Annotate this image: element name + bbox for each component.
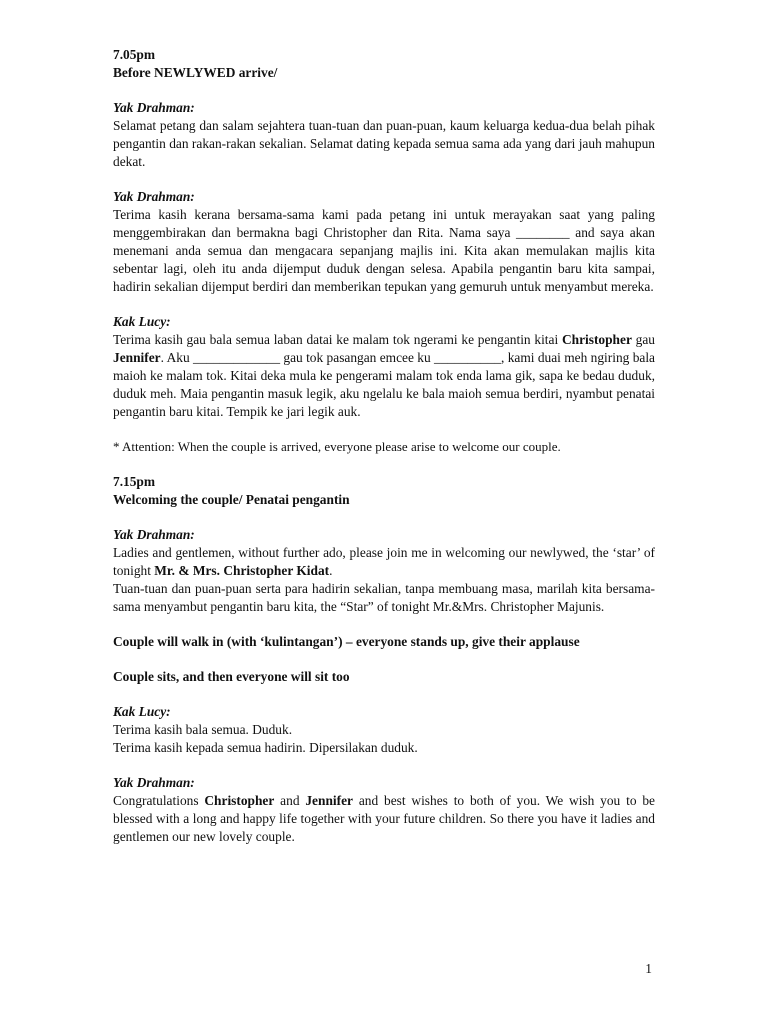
speech-paragraph: Selamat petang dan salam sejahtera tuan-tuan dan puan-puan, kaum keluarga kedua-dua belah pihak pengantin dan rakan-rakan sekalian. Selamat dating kepada semua sama ada yang dari jauh mahupun dekat. <box>113 118 655 169</box>
speaker-label: Yak Drahman: <box>113 189 195 204</box>
section-heading-1: Before NEWLYWED arrive/ <box>113 65 278 80</box>
section-heading-2: Welcoming the couple/ Penatai pengantin <box>113 492 350 507</box>
section-time-2: 7.15pm <box>113 474 156 489</box>
speech-paragraph <box>113 331 655 421</box>
couple-name: Mr. & Mrs. Christopher Kidat <box>154 563 330 578</box>
speech-text: Congratulations <box>113 793 205 808</box>
speech-paragraph: Terima kasih kerana bersama-sama kami pada petang ini untuk merayakan saat yang paling menggembirakan dan bermakna bagi Christopher dan Rita. Nama saya ________ and saya akan menemani anda semua dan mengacara sepanjang majlis ini. Kita akan memulakan majlis kita sebentar lagi, oleh itu anda dijemput duduk dengan selesa. Apabila pengantin baru kita sampai, hadirin sekalian dijemput berdiri dan memberikan tepukan yang gemuruh untuk menyambut mereka. <box>113 207 655 294</box>
section-time-1: 7.05pm <box>113 47 156 62</box>
attention-note: * Attention: When the couple is arrived, everyone please arise to welcome our couple. <box>113 439 561 454</box>
bride-name: Jennifer <box>113 350 161 365</box>
speaker-label: Yak Drahman: <box>113 100 195 115</box>
speaker-label: Yak Drahman: <box>113 527 195 542</box>
stage-instruction: Couple will walk in (with ‘kulintangan’) – everyone stands up, give their applause <box>113 634 580 649</box>
speech-text: . <box>329 563 333 578</box>
document-page <box>113 46 655 846</box>
speech-text: and <box>274 793 306 808</box>
groom-name: Christopher <box>204 793 275 808</box>
speech-paragraph <box>113 544 655 580</box>
speech-paragraph: Tuan-tuan dan puan-puan serta para hadirin sekalian, tanpa membuang masa, marilah kita bersama-sama menyambut pengantin baru kita, the “Star” of tonight Mr.&Mrs. Christopher Majunis. <box>113 581 655 614</box>
speech-paragraph <box>113 792 655 846</box>
stage-instruction: Couple sits, and then everyone will sit too <box>113 669 350 684</box>
speech-text: Terima kasih gau bala semua laban datai ke malam tok ngerami ke pengantin kitai <box>113 332 562 347</box>
speech-text: Ladies and gentlemen, without further ado, please join me in welcoming our newlywed, the ‘star’ of tonight <box>113 545 655 578</box>
speech-text: and best wishes to both of you. We wish you to be blessed with a long and happy life together with your future children. So there you have it ladies and gentlemen our new lovely couple. <box>113 793 655 844</box>
speech-line: Terima kasih kepada semua hadirin. Dipersilakan duduk. <box>113 740 418 755</box>
groom-name: Christopher <box>561 332 632 347</box>
speaker-label: Kak Lucy: <box>113 314 171 329</box>
speech-text: gau <box>631 332 655 347</box>
speaker-label: Kak Lucy: <box>113 704 171 719</box>
speaker-label: Yak Drahman: <box>113 775 195 790</box>
speech-text: . Aku _____________ gau tok pasangan emcee ku __________, kami duai meh ngiring bala maioh ke malam tok. Kitai deka mula ke pengerami malam tok enda lama gik, sapa ke bedau duduk, duduk meh. Maia pengantin masuk legik, aku ngelalu ke bala maioh semua berdiri, nyambut penatai pengantin baru kitai. Tempik ke jari legik auk. <box>113 350 655 419</box>
bride-name: Jennifer <box>305 793 353 808</box>
page-number: 1 <box>645 961 652 976</box>
speech-line: Terima kasih bala semua. Duduk. <box>113 722 293 737</box>
